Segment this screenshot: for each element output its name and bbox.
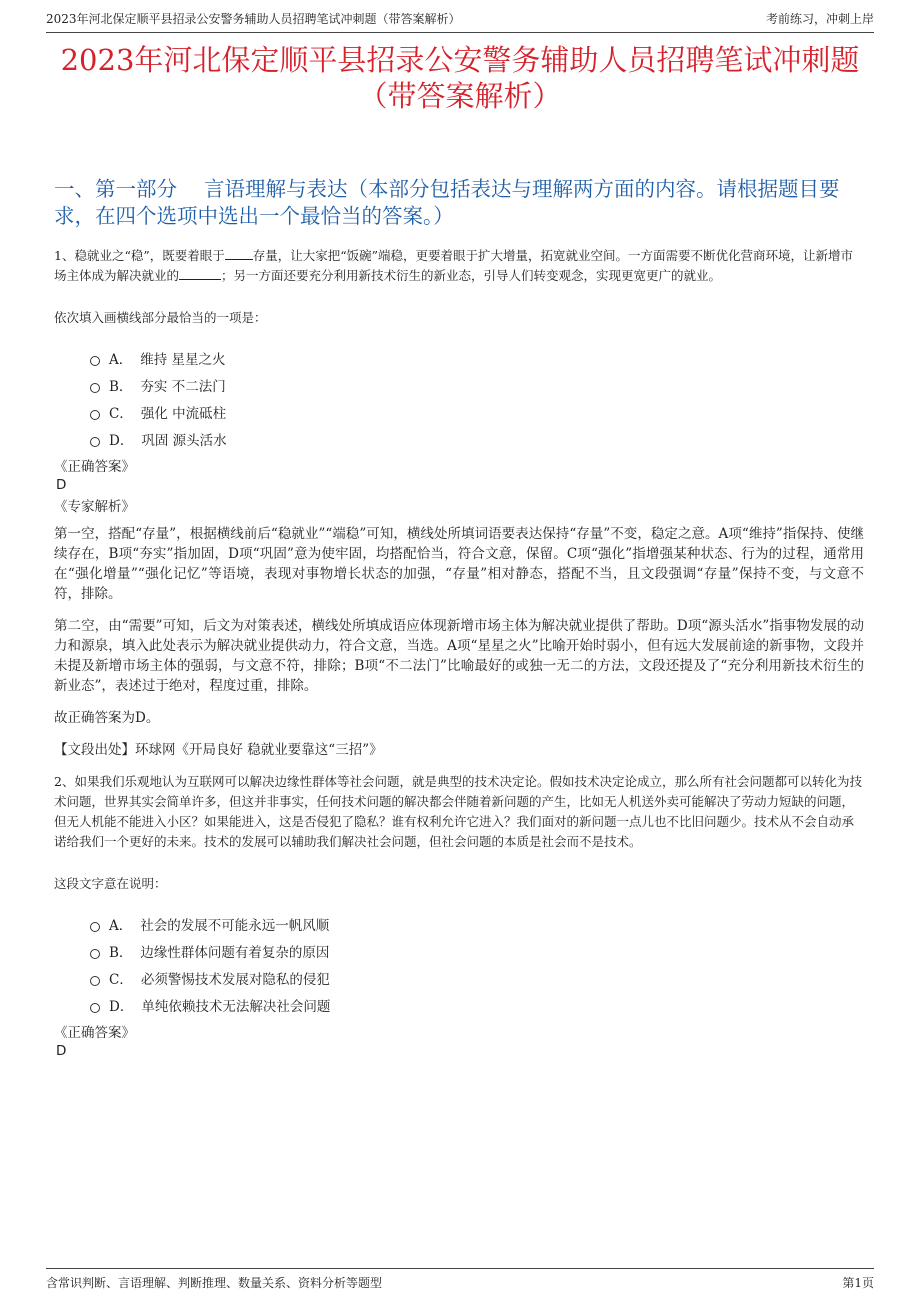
header-doc-title: 2023年河北保定顺平县招录公安警务辅助人员招聘笔试冲刺题（带答案解析）: [46, 12, 461, 26]
radio-icon[interactable]: [90, 949, 100, 959]
header-slogan: 考前练习，冲刺上岸: [765, 12, 874, 26]
radio-icon[interactable]: [90, 922, 100, 932]
question-1-options: [90, 344, 864, 452]
page-number: 第1页: [842, 1276, 874, 1290]
title-line-1: 2023年河北保定顺平县招录公安警务辅助人员招聘笔试冲刺题: [60, 43, 860, 77]
question-1: [54, 246, 864, 760]
radio-icon[interactable]: [90, 437, 100, 447]
answer-value: D: [56, 477, 67, 493]
question-2: [54, 772, 864, 1060]
option-a[interactable]: A． 维持 星星之火: [90, 344, 864, 371]
question-2-stem: 2、如果我们乐观地认为互联网可以解决边缘性群体等社会问题，就是典型的技术决定论。假如技术决定论成立，那么所有社会问题都可以转化为技术问题，世界其实会简单许多，但这并非事实，任何技术问题的解决都会伴随着新问题的产生，比如无人机送外卖可能解决了劳动力短缺的问题，但无人机能不能进入小区？如果能进入，这是否侵犯了隐私？谁有权利允许它进入？我们面对的新问题一点儿也不比旧问题少。技术从不会自动承诺给我们一个更好的未来。技术的发展可以辅助我们解决社会问题，但社会问题的本质是社会而不是技术。: [54, 774, 862, 849]
option-c[interactable]: C． 必须警惕技术发展对隐私的侵犯: [90, 964, 864, 991]
option-b[interactable]: B． 边缘性群体问题有着复杂的原因: [90, 937, 864, 964]
analysis-paragraph-1: 第一空，搭配“存量”，根据横线前后“稳就业”“端稳”可知，横线处所填词语要表达保持“存量”不变，稳定之意。A项“维持”指保持、使继续存在，B项“夯实”指加固，D项“巩固”意为使牢固，均搭配恰当，符合文意，保留。C项“强化”指增强某种状态、行为的过程，通常用在“强化增量”“强化记忆”等语境，表现对事物增长状态的加强，“存量”相对静态，搭配不当，且文段强调“存量”保持不变，与文意不符，排除。: [54, 526, 864, 602]
question-1-stem: 1、稳就业之“稳”，既要着眼于 存量，让大家把“饭碗”端稳，更要着眼于扩大增量，拓宽就业空间。一方面需要不断优化营商环境，让新增市场主体成为解决就业的 ；另一方面还要充分利用新技术衍生的新业态，引导人们转变观念，实现更宽更广的就业。: [54, 248, 854, 283]
page-footer: [46, 1268, 874, 1291]
section-heading: 一、第一部分 言语理解与表达（本部分包括表达与理解两方面的内容。请根据题目要求，在四个选项中选出一个最恰当的答案。）: [54, 177, 840, 228]
answer-label: 《正确答案》: [54, 1025, 135, 1041]
question-2-prompt: 这段文字意在说明：: [54, 876, 167, 891]
page-title: [40, 42, 880, 114]
radio-icon[interactable]: [90, 1003, 100, 1013]
option-d[interactable]: D． 单纯依赖技术无法解决社会问题: [90, 991, 864, 1018]
question-list: [54, 246, 864, 1060]
analysis-paragraph-2: 第二空，由“需要”可知，后文为对策表述，横线处所填成语应体现新增市场主体为解决就业提供了帮助。D项“源头活水”指事物发展的动力和源泉，填入此处表示为解决就业提供动力，符合文意，当选。A项“星星之火”比喻开始时弱小，但有远大发展前途的新事物，文段并未提及新增市场主体的强弱，与文意不符，排除；B项“不二法门”比喻最好的或独一无二的方法，文段还提及了“充分利用新技术衍生的新业态”，表述过于绝对，程度过重，排除。: [54, 618, 864, 694]
fill-blank-1: [225, 246, 253, 260]
analysis-conclusion: 故正确答案为D。: [54, 710, 160, 726]
answer-label: 《正确答案》: [54, 459, 135, 475]
analysis-label: 《专家解析》: [54, 499, 135, 515]
option-b[interactable]: B． 夯实 不二法门: [90, 371, 864, 398]
title-line-2: （带答案解析）: [358, 79, 562, 113]
answer-value: D: [56, 1043, 67, 1059]
radio-icon[interactable]: [90, 976, 100, 986]
fill-blank-2: [179, 266, 221, 280]
radio-icon[interactable]: [90, 410, 100, 420]
passage-source: 【文段出处】环球网《开局良好 稳就业要靠这“三招”》: [54, 742, 383, 758]
option-c[interactable]: C． 强化 中流砥柱: [90, 398, 864, 425]
radio-icon[interactable]: [90, 383, 100, 393]
footer-question-types: 含常识判断、言语理解、判断推理、数量关系、资料分析等题型: [46, 1276, 383, 1290]
option-d[interactable]: D． 巩固 源头活水: [90, 425, 864, 452]
question-1-prompt: 依次填入画横线部分最恰当的一项是：: [54, 310, 267, 325]
question-2-options: [90, 910, 864, 1018]
option-a[interactable]: A． 社会的发展不可能永远一帆风顺: [90, 910, 864, 937]
radio-icon[interactable]: [90, 356, 100, 366]
page-header: [46, 10, 874, 33]
